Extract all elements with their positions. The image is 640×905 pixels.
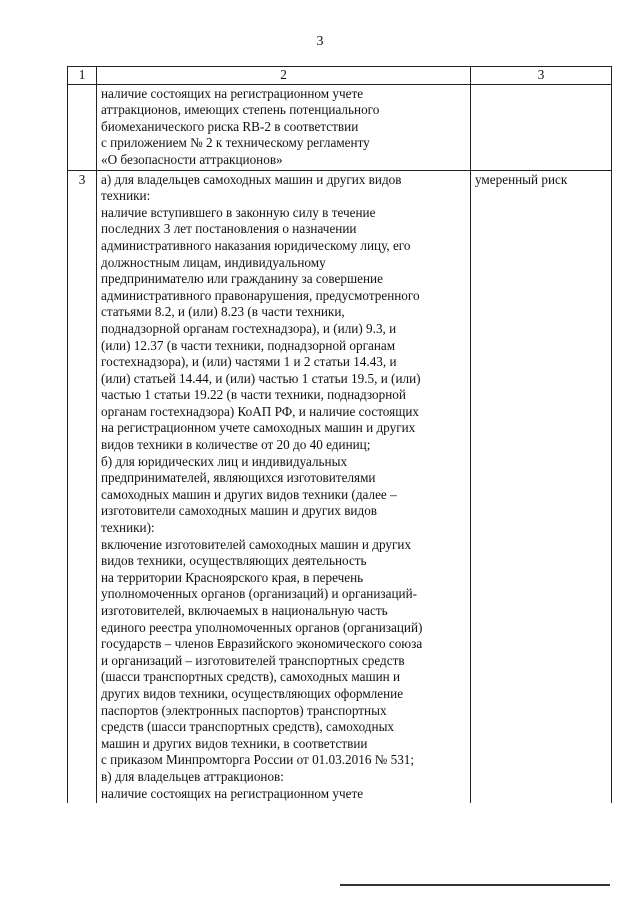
- page-number: 3: [316, 34, 324, 49]
- text-line: последних 3 лет постановления о назначении: [101, 221, 357, 237]
- row-number-cell: 3: [68, 170, 97, 803]
- text-line: биомеханического риска RB-2 в соответствии: [101, 118, 359, 134]
- text-line: других видов техники, осуществляющих оформление: [101, 685, 404, 701]
- text-line: частью 1 статьи 19.22 (в части техники, поднадзорной: [101, 387, 406, 403]
- text-line: «О безопасности аттракционов»: [101, 151, 283, 167]
- text-line: наличие состоящих на регистрационном учете: [101, 785, 364, 801]
- text-line: аттракционов, имеющих степень потенциального: [101, 102, 380, 118]
- bottom-rule: [340, 884, 610, 886]
- text-line: техники):: [101, 520, 155, 536]
- text-line: (шасси транспортных средств), самоходных машин и: [101, 669, 401, 685]
- text-line: а) для владельцев самоходных машин и других видов: [101, 171, 402, 187]
- text-line: предпринимателю или гражданину за совершение: [101, 271, 383, 287]
- text-line: включение изготовителей самоходных машин и других: [101, 536, 412, 552]
- text-line: самоходных машин и других видов техники (далее –: [101, 486, 397, 502]
- text-line: поднадзорной органам гостехнадзора), и (или) 9.3, и: [101, 320, 397, 336]
- text-line: (или) 12.37 (в части техники, поднадзорной органам: [101, 337, 396, 353]
- table-header-row: [68, 67, 612, 85]
- text-line: видов техники, осуществляющих деятельность: [101, 553, 367, 569]
- text-line: машин и других видов техники, в соответствии: [101, 735, 368, 751]
- text-line: наличие вступившего в законную силу в течение: [101, 204, 376, 220]
- risk-criteria-table: [67, 66, 612, 803]
- text-line: на территории Красноярского края, в перечень: [101, 569, 364, 585]
- text-line: органам гостехнадзора) КоАП РФ, и наличие состоящих: [101, 403, 420, 419]
- text-line: изготовителей, включаемых в национальную часть: [101, 603, 388, 618]
- text-line: паспортов (электронных паспортов) транспортных: [101, 702, 387, 718]
- header-col-3: 3: [471, 67, 612, 85]
- text-line: и организаций – изготовителей транспортных средств: [101, 652, 405, 668]
- text-line: с приложением № 2 к техническому регламенту: [101, 135, 370, 151]
- criteria-cell: [97, 170, 471, 803]
- row-number-cell: [68, 84, 97, 170]
- table-row-continued: [68, 84, 612, 170]
- text-line: административного правонарушения, предусмотренного: [101, 287, 420, 303]
- text-line: единого реестра уполномоченных органов (организаций): [101, 619, 423, 635]
- text-line: должностным лицам, индивидуальному: [101, 254, 326, 270]
- text-line: видов техники в количестве от 20 до 40 единиц;: [101, 437, 371, 453]
- text-line: предпринимателей, являющихся изготовителями: [101, 470, 376, 486]
- text-line: изготовители самоходных машин и других видов: [101, 503, 378, 519]
- text-line: в) для владельцев аттракционов:: [101, 768, 284, 784]
- text-line: статьями 8.2, и (или) 8.23 (в части техники,: [101, 304, 345, 320]
- text-line: б) для юридических лиц и индивидуальных: [101, 453, 348, 469]
- criteria-cell: [97, 84, 471, 170]
- text-line: наличие состоящих на регистрационном учете: [101, 85, 364, 101]
- risk-category-cell: [471, 84, 612, 170]
- text-line: государств – членов Евразийского экономического союза: [101, 636, 423, 652]
- text-line: (или) статьей 14.44, и (или) частью 1 статьи 19.5, и (или): [101, 370, 421, 386]
- text-line: с приказом Минпромторга России от 01.03.2016 № 531;: [101, 752, 415, 768]
- text-line: на регистрационном учете самоходных машин и других: [101, 420, 416, 436]
- table-row-3: [68, 170, 612, 803]
- risk-category-cell: умеренный риск: [471, 170, 612, 803]
- text-line: гостехнадзора), и (или) частями 1 и 2 статьи 14.43, и: [101, 354, 397, 370]
- text-line: административного наказания юридическому лицу, его: [101, 237, 411, 253]
- text-line: техники:: [101, 188, 151, 204]
- text-line: средств (шасси транспортных средств), самоходных: [101, 719, 395, 735]
- header-col-1: 1: [68, 67, 97, 85]
- text-line: уполномоченных органов (организаций) и организаций-: [101, 586, 418, 602]
- header-col-2: 2: [97, 67, 471, 85]
